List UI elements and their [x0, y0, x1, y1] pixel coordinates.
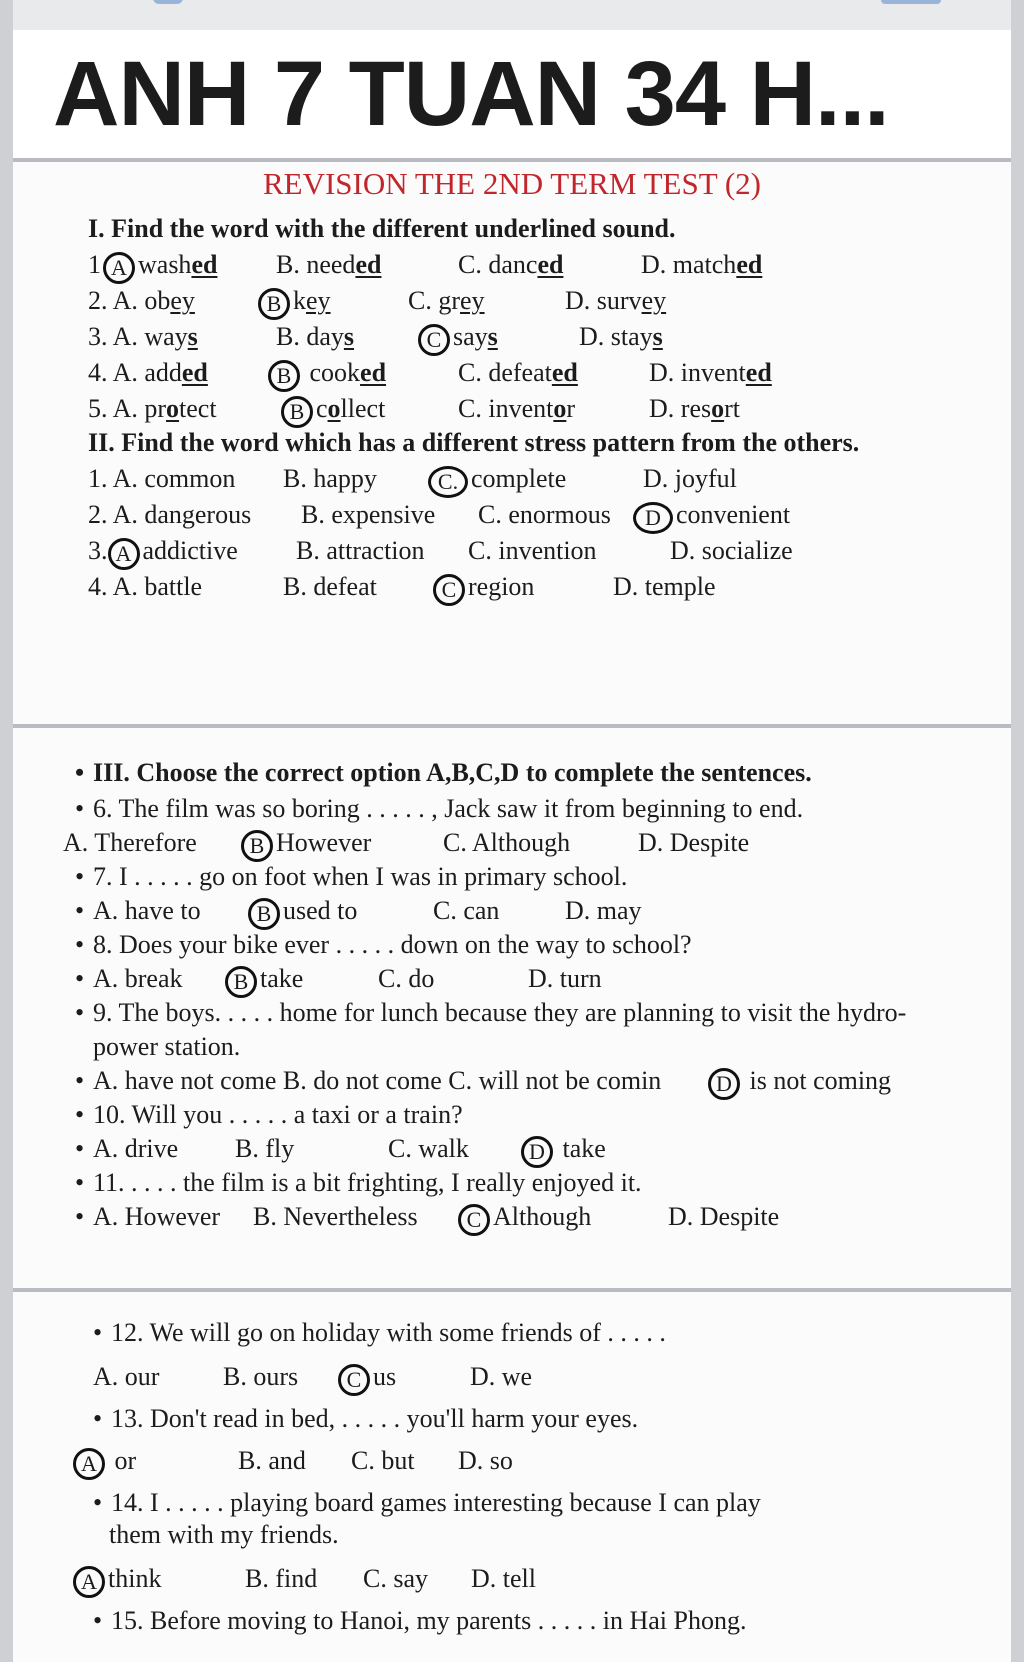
answer-circle: D [521, 1136, 553, 1168]
q9-options-abc: • A. have not come B. do not come C. will not be comin [75, 1066, 662, 1095]
answer-circle: B [281, 396, 313, 428]
q2-option-d: D. survey [565, 286, 667, 315]
q12-text: • 12. We will go on holiday with some friends of . . . . . [93, 1318, 666, 1347]
q7-option-c: C. can [433, 896, 500, 925]
answer-circle: C [458, 1204, 490, 1236]
s2-option-d: D convenient [633, 500, 790, 534]
q4-option-d: D. invented [649, 358, 772, 387]
q8-option-a: • A. break [75, 964, 183, 993]
s4-option-a: 4. A. battle [88, 572, 203, 601]
answer-circle: B [258, 288, 290, 320]
q5-option-a: 5. A. protect [88, 394, 217, 423]
q12-option-a: A. our [93, 1362, 160, 1391]
q13-option-b: B. and [238, 1446, 306, 1475]
q13-options [13, 1446, 1013, 1480]
q8-option-b: B take [225, 964, 303, 998]
q1-number: 1 [88, 250, 101, 279]
part2-title: II. Find the word which has a different stress pattern from the others. [88, 428, 860, 457]
q10-option-d: D take [521, 1134, 606, 1168]
s4-option-c: C region [433, 572, 534, 606]
answer-circle: A [108, 538, 140, 570]
q1-option-d: D. matched [641, 250, 763, 279]
s2-option-c: C. enormous [478, 500, 611, 529]
q4-option-b: B cooked [268, 358, 386, 392]
q14-option-c: C. say [363, 1564, 428, 1593]
s1-option-d: D. joyful [643, 464, 737, 493]
q2-option-a: 2. A. obey [88, 286, 195, 315]
q13-option-d: D. so [458, 1446, 513, 1475]
q8-options [13, 964, 1013, 998]
q5-option-c: C. inventor [458, 394, 576, 423]
q7-option-b: B used to [248, 896, 357, 930]
q9-option-d: D is not coming [708, 1066, 891, 1100]
q10-option-c: C. walk [388, 1134, 469, 1163]
part2-row-4 [13, 572, 1013, 606]
part1-title [88, 214, 676, 244]
s1-option-c: C. complete [428, 464, 566, 498]
q12-option-d: D. we [470, 1362, 533, 1391]
q2-option-b: B key [258, 286, 331, 320]
q14-option-a: A think [73, 1564, 161, 1598]
part2-row-3 [13, 536, 1013, 570]
q5-option-d: D. resort [649, 394, 740, 423]
part2-row-1 [13, 464, 1013, 498]
page-title: ANH 7 TUAN 34 H... [13, 30, 1011, 158]
s2-option-b: B. expensive [301, 500, 436, 529]
q9-text: • 9. The boys. . . . . home for lunch because they are planning to visit the hydro- [75, 998, 907, 1027]
q10-option-a: • A. drive [75, 1134, 179, 1163]
answer-circle: A [103, 252, 135, 284]
q3-option-c: C says [418, 322, 498, 356]
q6-option-b: B However [241, 828, 371, 862]
q6-text: • 6. The film was so boring . . . . . , Jack saw it from beginning to end. [75, 794, 804, 823]
worksheet-page-3 [13, 1292, 1011, 1662]
q6-options [13, 828, 1013, 862]
status-indicator [153, 0, 183, 4]
s1-option-b: B. happy [283, 464, 377, 493]
worksheet-heading: REVISION THE 2ND TERM TEST (2) [262, 166, 761, 201]
q1-option-b: B. needed [276, 250, 382, 279]
part2-row-2 [13, 500, 1013, 534]
q12-options [13, 1362, 1013, 1396]
q11-option-c: C Although [458, 1202, 591, 1236]
answer-circle: B [225, 966, 257, 998]
q8-option-d: D. turn [528, 964, 602, 993]
q6-option-a: A. Therefore [63, 828, 197, 857]
q15-text: • 15. Before moving to Hanoi, my parents . . . . . in Hai Phong. [93, 1606, 747, 1635]
q4-option-a: 4. A. added [88, 358, 208, 387]
q6-option-c: C. Although [443, 828, 571, 857]
answer-circle: B [241, 830, 273, 862]
q5-option-b: B collect [281, 394, 385, 428]
q3-option-d: D. stays [579, 322, 663, 351]
q7-options [13, 896, 1013, 930]
part1-number: I. [88, 214, 105, 243]
status-indicator-right [881, 0, 941, 4]
answer-circle: A [73, 1448, 105, 1480]
q14-option-b: B. find [245, 1564, 318, 1593]
top-bar [13, 0, 1011, 30]
answer-circle: B [268, 360, 300, 392]
left-frame [0, 0, 13, 1662]
q10-options [13, 1134, 1013, 1168]
s3-option-d: D. socialize [670, 536, 793, 565]
answer-circle: C [418, 324, 450, 356]
q14-option-d: D. tell [471, 1564, 536, 1593]
q14-text-continued: them with my friends. [109, 1520, 339, 1549]
q1-option-c: C. danced [458, 250, 564, 279]
q11-options [13, 1202, 1013, 1236]
part3-title: • III. Choose the correct option A,B,C,D to complete the sentences. [75, 758, 812, 787]
answer-circle: C [433, 574, 465, 606]
q14-text: • 14. I . . . . . playing board games interesting because I can play [93, 1488, 761, 1517]
q1-option-a: A washed [103, 250, 217, 284]
q2-option-c: C. grey [408, 286, 485, 315]
q14-options [13, 1564, 1013, 1598]
q11-option-a: • A. However [75, 1202, 221, 1231]
part1-title-text: Find the word with the different underlined sound. [111, 214, 676, 243]
s3-option-a: 3. A addictive [88, 536, 238, 570]
part1-row-5 [13, 394, 1013, 428]
q7-option-d: D. may [565, 896, 642, 925]
answer-circle: D [708, 1068, 740, 1100]
part1-row-1 [13, 250, 1013, 284]
answer-circle: B [248, 898, 280, 930]
q3-option-a: 3. A. ways [88, 322, 198, 351]
worksheet-page-1 [13, 162, 1011, 724]
q6-option-d: D. Despite [638, 828, 750, 857]
part1-row-3 [13, 322, 1013, 356]
answer-circle: C [338, 1364, 370, 1396]
q13-option-a: A or [73, 1446, 136, 1480]
answer-circle: D [633, 502, 673, 534]
s3-option-c: C. invention [468, 536, 597, 565]
s2-option-a: 2. A. dangerous [88, 500, 252, 529]
part1-row-2 [13, 286, 1013, 320]
answer-circle: A [73, 1566, 105, 1598]
q10-option-b: B. fly [235, 1134, 295, 1163]
q8-text: • 8. Does your bike ever . . . . . down on the way to school? [75, 930, 692, 959]
q3-option-b: B. days [276, 322, 355, 351]
s1-option-a: 1. A. common [88, 464, 236, 493]
q11-option-d: D. Despite [668, 1202, 780, 1231]
q11-text: • 11. . . . . the film is a bit frighting, I really enjoyed it. [75, 1168, 642, 1197]
s3-option-b: B. attraction [296, 536, 425, 565]
s4-option-d: D. temple [613, 572, 716, 601]
q9-text-continued: power station. [93, 1032, 241, 1061]
q12-option-b: B. ours [223, 1362, 299, 1391]
q12-option-c: C us [338, 1362, 396, 1396]
q4-option-c: C. defeated [458, 358, 578, 387]
q13-option-c: C. but [351, 1446, 415, 1475]
q11-option-b: B. Nevertheless [253, 1202, 418, 1231]
q10-text: • 10. Will you . . . . . a taxi or a train? [75, 1100, 463, 1129]
q8-option-c: C. do [378, 964, 435, 993]
q9-options [13, 1066, 1013, 1100]
s4-option-b: B. defeat [283, 572, 377, 601]
q13-text: • 13. Don't read in bed, . . . . . you'll harm your eyes. [93, 1404, 639, 1433]
worksheet-page-2 [13, 728, 1011, 1288]
answer-circle: C. [428, 466, 468, 498]
part1-row-4 [13, 358, 1013, 392]
q7-option-a: • A. have to [75, 896, 201, 925]
q7-text: • 7. I . . . . . go on foot when I was in primary school. [75, 862, 628, 891]
